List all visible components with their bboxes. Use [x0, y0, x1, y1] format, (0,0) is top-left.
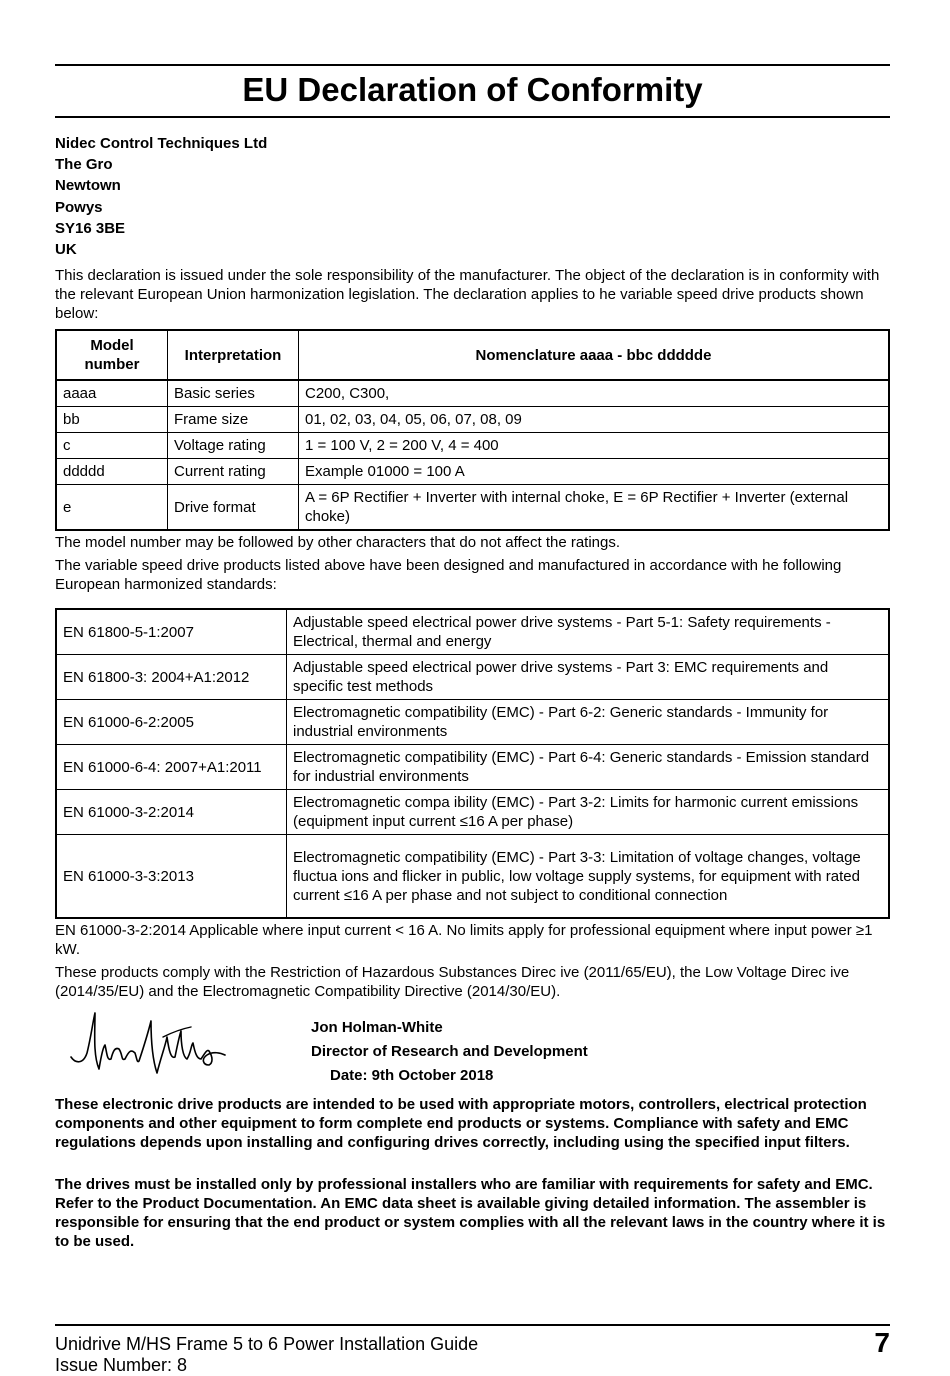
table-cell: Frame size: [168, 407, 299, 433]
table-row: [56, 380, 889, 407]
title-top-rule: [55, 64, 890, 66]
page-number: 7: [874, 1327, 890, 1358]
manufacturer-address: [55, 133, 267, 260]
signature-date: Date: 9th October 2018: [330, 1067, 494, 1084]
standards-note: EN 61000-3-2:2014 Applicable where input current < 16 A. No limits apply for professional equipment where input power ≥1 kW.: [55, 922, 873, 958]
table-cell: 01, 02, 03, 04, 05, 06, 07, 08, 09: [299, 407, 890, 433]
table-cell: ddddd: [56, 459, 168, 485]
table-cell: Basic series: [168, 380, 299, 407]
column-header: Nomenclature aaaa - bbc ddddde: [299, 330, 890, 380]
title-bottom-rule: [55, 116, 890, 118]
signatory-block: [311, 1016, 588, 1088]
page-title: EU Declaration of Conformity: [242, 71, 703, 108]
standard-code: EN 61000-3-3:2013: [56, 835, 287, 919]
standard-code: EN 61000-6-4: 2007+A1:2011: [56, 745, 287, 790]
table-cell: Voltage rating: [168, 433, 299, 459]
column-header: Interpretation: [168, 330, 299, 380]
table-cell: C200, C300,: [299, 380, 890, 407]
table-header-row: [56, 330, 889, 380]
table-row: [56, 433, 889, 459]
table-cell: A = 6P Rectifier + Inverter with internal choke, E = 6P Rectifier + Inverter (external choke): [299, 485, 890, 531]
table-cell: aaaa: [56, 380, 168, 407]
standard-description: Adjustable speed electrical power drive systems - Part 3: EMC requirements and specific test methods: [287, 655, 890, 700]
table-cell: bb: [56, 407, 168, 433]
standards-intro: The variable speed drive products listed above have been designed and manufactured in accordance with he following European harmonized standards:: [55, 557, 842, 593]
table-cell: Example 01000 = 100 A: [299, 459, 890, 485]
standard-code: EN 61800-3: 2004+A1:2012: [56, 655, 287, 700]
table-row: [56, 407, 889, 433]
table-cell: Current rating: [168, 459, 299, 485]
standards-table: [55, 608, 890, 919]
issue-number: Issue Number: 8: [55, 1355, 188, 1375]
warning-paragraph-2: The drives must be installed only by professional installers who are familiar with requirements for safety and EMC. Refer to the Product Documentation. An EMC data sheet is available giving detailed information. The assembler is responsible for ensuring that the end product or system complies with all the relevant laws in the country where it is to be used.: [55, 1176, 886, 1250]
standard-description: Electromagnetic compatibility (EMC) - Part 6-2: Generic standards - Immunity for industrial environments: [287, 700, 890, 745]
table-row: [56, 485, 889, 531]
standard-code: EN 61000-3-2:2014: [56, 790, 287, 835]
signatory-name: Jon Holman-White: [311, 1019, 443, 1036]
table-cell: Drive format: [168, 485, 299, 531]
table-row: [56, 459, 889, 485]
standard-code: EN 61800-5-1:2007: [56, 609, 287, 655]
table-row: [56, 609, 889, 655]
guide-title: Unidrive M/HS Frame 5 to 6 Power Installation Guide: [55, 1334, 479, 1354]
column-header: Model number: [56, 330, 168, 380]
warning-paragraph-1: These electronic drive products are intended to be used with appropriate motors, controllers, electrical protection components and other equipment to form complete end products or systems. Compliance with safety and EMC regulations depends upon installing and configuring drives correctly, including using the specified input filters.: [55, 1096, 867, 1151]
address-line: Powys: [55, 198, 103, 216]
table-row: [56, 790, 889, 835]
signatory-role: Director of Research and Development: [311, 1043, 588, 1060]
address-line: Nidec Control Techniques Ltd: [55, 135, 268, 152]
table-cell: 1 = 100 V, 2 = 200 V, 4 = 400: [299, 433, 890, 459]
address-line: SY16 3BE: [55, 219, 126, 237]
table-row: [56, 655, 889, 700]
compliance-paragraph: These products comply with the Restriction of Hazardous Substances Direc ive (2011/65/EU), the Low Voltage Direc ive (2014/35/EU) and the Electromagnetic Compatibility Directive (2014/30/EU).: [55, 964, 850, 1000]
footer-info: [55, 1334, 478, 1376]
model-note: The model number may be followed by other characters that do not affect the ratings.: [55, 534, 621, 551]
standard-description: Adjustable speed electrical power drive systems - Part 5-1: Safety requirements - Electrical, thermal and energy: [287, 609, 890, 655]
standard-description: Electromagnetic compa ibility (EMC) - Part 3-2: Limits for harmonic current emissions (equipment input current ≤16 A per phase): [287, 790, 890, 835]
model-nomenclature-table: [55, 329, 890, 531]
table-row: [56, 745, 889, 790]
table-cell: c: [56, 433, 168, 459]
standard-code: EN 61000-6-2:2005: [56, 700, 287, 745]
footer-rule: [55, 1324, 890, 1326]
standard-description: Electromagnetic compatibility (EMC) - Part 3-3: Limitation of voltage changes, voltage fluctua ions and flicker in public, low voltage supply systems, for equipment with rated current ≤16 A per phase and not subject to conditional connection: [287, 835, 890, 919]
address-line: Newtown: [55, 177, 121, 195]
signature-image: [67, 1007, 227, 1079]
intro-paragraph: This declaration is issued under the sole responsibility of the manufacturer. The object of the declaration is in conformity with the relevant European Union harmonization legislation. The declaration applies to he variable speed drive products shown below:: [55, 267, 880, 322]
address-line: The Gro: [55, 156, 113, 174]
table-cell: e: [56, 485, 168, 531]
address-line: UK: [55, 241, 77, 259]
table-row: [56, 835, 889, 919]
table-row: [56, 700, 889, 745]
standard-description: Electromagnetic compatibility (EMC) - Part 6-4: Generic standards - Emission standard for industrial environments: [287, 745, 890, 790]
